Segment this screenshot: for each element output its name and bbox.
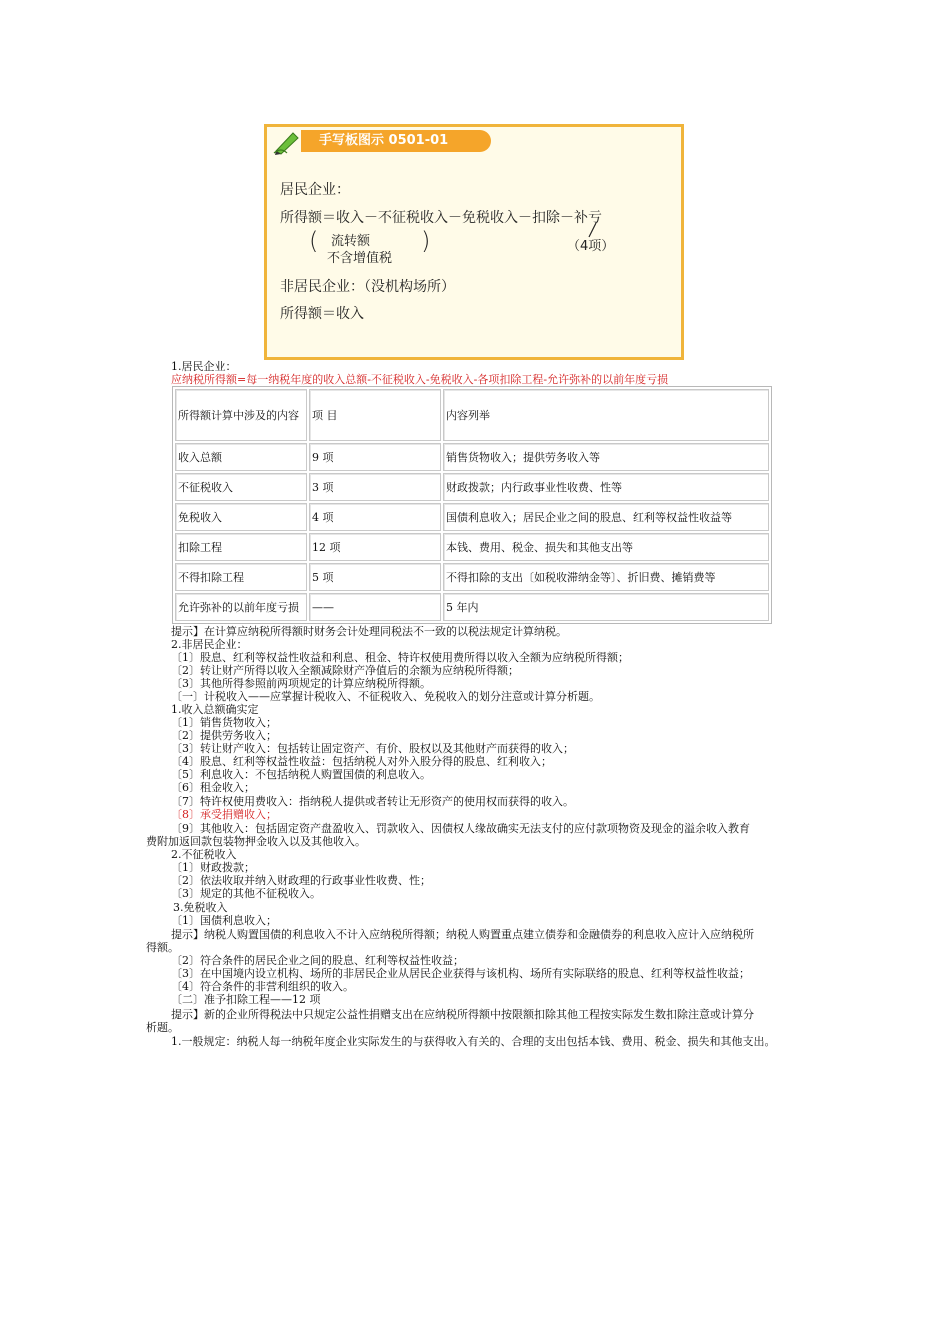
text-line-highlight: 〔8〕承受捐赠收入； xyxy=(171,808,277,821)
board-line-resident: 居民企业： xyxy=(280,182,350,198)
table-cell: 不得扣除工程 xyxy=(175,563,307,591)
text-line: 〔1〕国债利息收入； xyxy=(171,914,277,927)
table-cell: 销售货物收入；提供劳务收入等 xyxy=(443,443,769,471)
table-row xyxy=(175,503,769,531)
text-line: 〔3〕转让财产收入：包括转让固定资产、有价、股权以及其他财产而获得的收入； xyxy=(171,742,574,755)
table-row xyxy=(175,473,769,501)
table-cell: 4 项 xyxy=(309,503,441,531)
text-line: 〔一〕计税收入——应掌握计税收入、不征税收入、免税收入的划分注意或计算分析题。 xyxy=(171,690,600,703)
table-row xyxy=(175,443,769,471)
right-paren: ) xyxy=(421,227,431,255)
text-line: 〔5〕利息收入：不包括纳税人购置国债的利息收入。 xyxy=(171,768,431,781)
tip-line: 提示】纳税人购置国债的利息收入不计入应纳税所得额；纳税人购置重点建立债券和金融债券的利息收入应计入应纳税所 xyxy=(171,928,754,941)
board-bracket-bottom: 不含增值税 xyxy=(327,251,393,266)
text-line: 〔6〕租金收入； xyxy=(171,781,255,794)
text-line: 费附加返回款包装物押金收入以及其他收入。 xyxy=(146,835,366,848)
table-row xyxy=(175,533,769,561)
board-line-nonresident: 非居民企业：（没机构场所） xyxy=(280,279,455,295)
text-line: 〔2〕转让财产所得以收入全额减除财产净值后的余额为应纳税所得额； xyxy=(171,664,519,677)
table-cell: 本钱、费用、税金、损失和其他支出等 xyxy=(443,533,769,561)
table-cell: 3 项 xyxy=(309,473,441,501)
table-header-cell: 内容列举 xyxy=(443,389,769,441)
text-line: 〔1〕股息、红利等权益性收益和利息、租金、特许权使用费所得以收入全额为应纳税所得额； xyxy=(171,651,629,664)
table-row xyxy=(175,563,769,591)
table-cell: 免税收入 xyxy=(175,503,307,531)
tip-line: 提示】新的企业所得税法中只规定公益性捐赠支出在应纳税所得额中按限额扣除其他工程按实际发生数扣除注意或计算分 xyxy=(171,1008,754,1021)
table-row xyxy=(175,593,769,621)
text-line: 〔3〕在中国境内设立机构、场所的非居民企业从居民企业获得与该机构、场所有实际联络的股息、红利等权益性收益； xyxy=(171,967,750,980)
table-cell: 不征税收入 xyxy=(175,473,307,501)
text-line: 〔9〕其他收入：包括固定资产盘盈收入、罚款收入、因债权人缘故确实无法支付的应付款项物资及现金的溢余收入教育 xyxy=(171,822,750,835)
section-heading: 〔二〕准予扣除工程——12 项 xyxy=(171,993,321,1006)
text-line: 〔2〕提供劳务收入； xyxy=(171,729,277,742)
table-header-cell: 所得额计算中涉及的内容 xyxy=(175,389,307,441)
board-bracket-top: 流转额 xyxy=(331,234,371,249)
text-line: 〔4〕符合条件的非营利组织的收入。 xyxy=(171,980,354,993)
pen-icon xyxy=(273,129,301,155)
table-cell: 9 项 xyxy=(309,443,441,471)
text-line: 〔1〕财政拨款； xyxy=(171,861,255,874)
table-header-row xyxy=(175,389,769,441)
table-cell: 不得扣除的支出〔如税收滞纳金等〕、折旧费、摊销费等 xyxy=(443,563,769,591)
formula-line: 应纳税所得额=每一纳税年度的收入总额-不征税收入-免税收入-各项扣除工程-允许弥补的以前年度亏损 xyxy=(171,373,669,386)
board-line-result: 所得额＝收入 xyxy=(280,306,364,322)
board-note: （4项） xyxy=(567,239,615,254)
tip-line: 提示】在计算应纳税所得额时财务会计处理同税法不一致的以税法规定计算纳税。 xyxy=(171,625,567,638)
text-line: 〔3〕其他所得参照前两项规定的计算应纳税所得额。 xyxy=(171,677,431,690)
table-cell: 12 项 xyxy=(309,533,441,561)
text-line: 〔3〕规定的其他不征税收入。 xyxy=(171,887,321,900)
table-cell: —— xyxy=(309,593,441,621)
text-line: 得额。 xyxy=(146,941,179,954)
table-cell: 收入总额 xyxy=(175,443,307,471)
table-cell: 5 年内 xyxy=(443,593,769,621)
left-paren: ( xyxy=(309,227,319,255)
board-title: 手写板图示 0501-01 xyxy=(301,130,491,152)
table-cell: 5 项 xyxy=(309,563,441,591)
table-cell: 扣除工程 xyxy=(175,533,307,561)
text-line: 〔2〕符合条件的居民企业之间的股息、红利等权益性收益； xyxy=(171,954,464,967)
table-cell: 财政拨款；内行政事业性收费、性等 xyxy=(443,473,769,501)
text-line: 1.一般规定：纳税人每一纳税年度企业实际发生的与获得收入有关的、合理的支出包括本钱、费用、税金、损失和其他支出。 xyxy=(171,1035,776,1048)
section-heading: 2.不征税收入 xyxy=(171,848,237,861)
deduction-table xyxy=(172,386,772,624)
table-cell: 国债利息收入；居民企业之间的股息、红利等权益性收益等 xyxy=(443,503,769,531)
section-heading: 1.收入总额确实定 xyxy=(171,703,259,716)
text-line: 析题。 xyxy=(146,1021,179,1034)
section-heading: 1.居民企业： xyxy=(171,360,237,373)
table-header-cell: 项 目 xyxy=(309,389,441,441)
board-line-formula: 所得额＝收入－不征税收入－免税收入－扣除－补亏 xyxy=(280,210,602,226)
board-header xyxy=(267,127,681,157)
text-line: 〔4〕股息、红利等权益性收益：包括纳税人对外入股分得的股息、红利收入； xyxy=(171,755,552,768)
table-cell: 允许弥补的以前年度亏损 xyxy=(175,593,307,621)
text-line: 〔2〕依法收取并纳入财政理的行政事业性收费、性； xyxy=(171,874,431,887)
handwriting-board xyxy=(264,124,684,360)
text-line: 〔7〕特许权使用费收入：指纳税人提供或者转让无形资产的使用权而获得的收入。 xyxy=(171,795,574,808)
section-heading: 3.免税收入 xyxy=(173,901,228,914)
section-heading: 2.非居民企业： xyxy=(171,638,248,651)
text-line: 〔1〕销售货物收入； xyxy=(171,716,277,729)
